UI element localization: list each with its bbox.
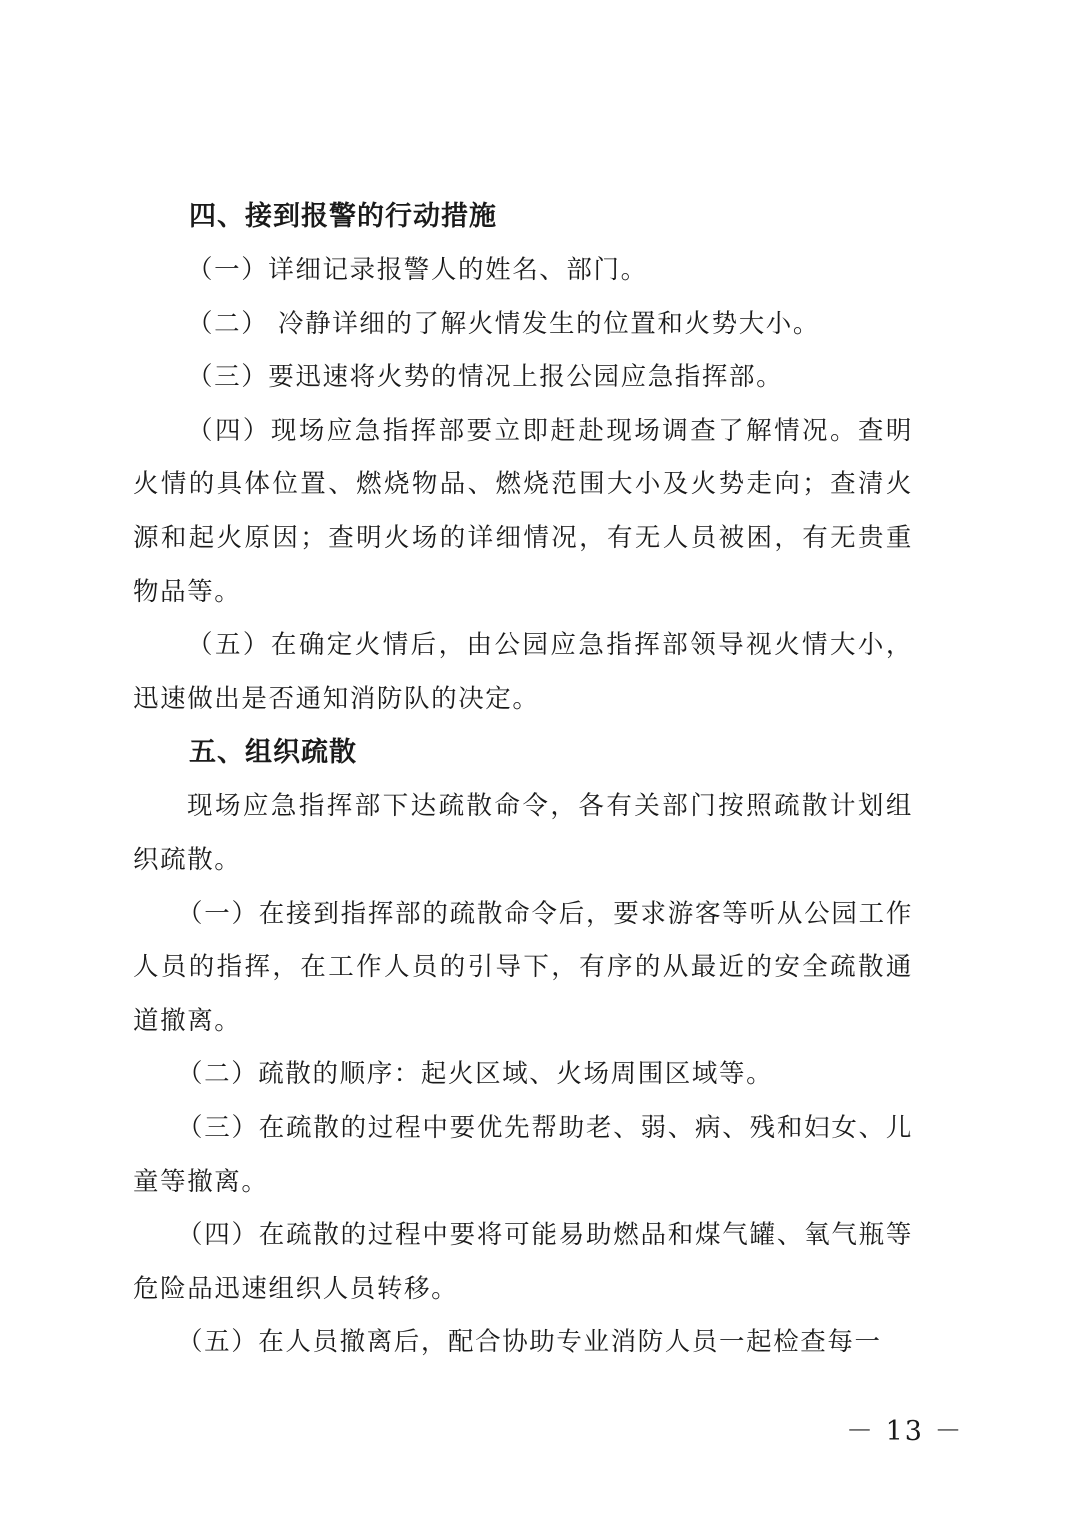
document-body [133,190,913,1370]
section-heading-alarm-response: 四、接到报警的行动措施 [189,201,497,232]
paragraph: （四）在疏散的过程中要将可能易助燃品和煤气罐、氧气瓶等危险品迅速组织人员转移。 [133,1220,913,1304]
page-number: － 13 － [846,1416,964,1447]
paragraph: （五）在确定火情后，由公园应急指挥部领导视火情大小，迅速做出是否通知消防队的决定。 [133,630,913,714]
paragraph: （四）现场应急指挥部要立即赶赴现场调查了解情况。查明火情的具体位置、燃烧物品、燃烧范围大小及火势走向；查清火源和起火原因；查明火场的详细情况，有无人员被困，有无贵重物品等。 [133,415,913,607]
paragraph: （一）详细记录报警人的姓名、部门。 [187,255,648,285]
paragraph: （二）疏散的顺序：起火区域、火场周围区域等。 [177,1059,774,1090]
paragraph: （二） 冷静详细的了解火情发生的位置和火势大小。 [187,308,821,339]
paragraph: （三）在疏散的过程中要优先帮助老、弱、病、残和妇女、儿童等撤离。 [133,1112,913,1197]
paragraph: （一）在接到指挥部的疏散命令后，要求游客等听从公园工作人员的指挥，在工作人员的引导下，有序的从最近的安全疏散通道撤离。 [133,898,913,1036]
paragraph: （五）在人员撤离后，配合协助专业消防人员一起检查每一 [177,1327,882,1358]
paragraph: 现场应急指挥部下达疏散命令，各有关部门按照疏散计划组织疏散。 [133,791,913,875]
section-heading-evacuation: 五、组织疏散 [189,737,357,769]
paragraph: （三）要迅速将火势的情况上报公园应急指挥部。 [187,362,784,393]
